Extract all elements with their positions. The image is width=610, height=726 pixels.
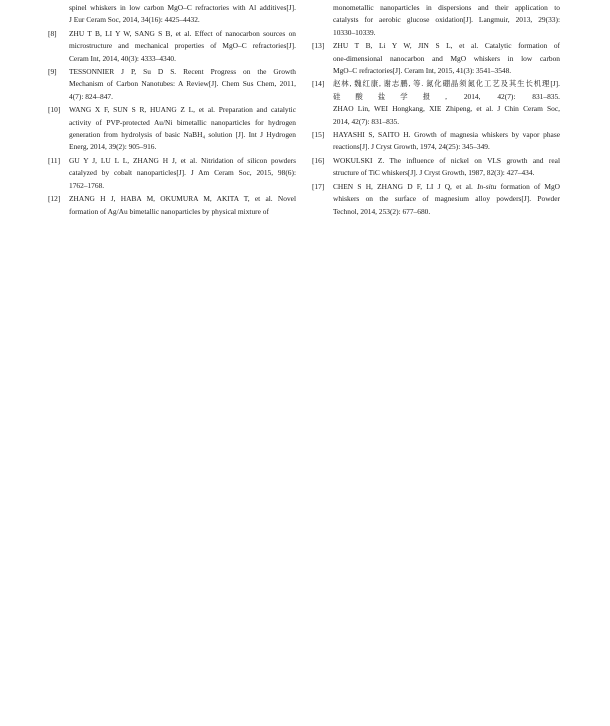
reference-line: catalyzed by cobalt nanoparticles[J]. J Am Ceram Soc, 2015, 98(6): [69, 168, 296, 178]
reference-line: spinel whiskers in low carbon MgO–C refractories with Al additives[J]. [69, 3, 296, 12]
reference-entry [312, 181, 560, 218]
reference-line: generation from hydrolysis of basic NaBH₄ solution [J]. Int J Hydrogen [69, 130, 296, 140]
reference-number: [14] [312, 79, 325, 89]
reference-number: [10] [48, 105, 61, 115]
reference-line: GU Y J, LU L L, ZHANG H J, et al. Nitridation of silicon powders [69, 155, 296, 165]
reference-line: 2014, 42(7): 831–835. [333, 116, 400, 126]
reference-line: Ceram Int, 2014, 40(3): 4333–4340. [69, 53, 176, 63]
reference-line: WANG X F, SUN S R, HUANG Z L, et al. Preparation and catalytic [69, 105, 296, 115]
reference-line: formation of Ag/Au bimetallic nanoparticles by physical mixture of [69, 206, 269, 216]
reference-line: microstructure and mechanical properties of MgO–C refractories[J]. [69, 41, 296, 51]
reference-line: Energ, 2014, 39(2): 905–916. [69, 142, 157, 152]
reference-line: reactions[J]. J Cryst Growth, 1974, 24(25): 345–349. [333, 142, 490, 152]
reference-number: [17] [312, 181, 325, 191]
references-right-column [312, 2, 560, 219]
reference-entry [48, 2, 296, 27]
reference-entry [48, 104, 296, 154]
reference-entry [48, 155, 296, 192]
reference-line: HAYASHI S, SAITO H. Growth of magnesia whiskers by vapor phase [333, 130, 560, 140]
reference-entry [312, 40, 560, 77]
reference-line: whiskers on the surface of magnesium alloy powders[J]. Powder [333, 194, 560, 204]
reference-number: [8] [48, 28, 57, 38]
reference-number: [15] [312, 130, 325, 140]
reference-number: [12] [48, 194, 61, 204]
reference-entry [312, 155, 560, 180]
reference-line: 1762–1768. [69, 180, 105, 190]
reference-entry [312, 2, 560, 39]
reference-line: ZHU T B, LI Y W, SANG S B, et al. Effect of nanocarbon sources on [69, 28, 296, 38]
reference-line: ZHAO Lin, WEI Hongkang, XIE Zhipeng, et al. J Chin Ceram Soc, [333, 104, 560, 114]
reference-line: J Eur Ceram Soc, 2014, 34(16): 4425–4432. [69, 15, 200, 25]
reference-line: ZHANG H J, HABA M, OKUMURA M, AKITA T, et al. Novel [69, 194, 296, 204]
reference-line: activity of PVP-protected Au/Ni bimetallic nanoparticles for hydrogen [69, 117, 296, 127]
reference-entry [312, 129, 560, 154]
reference-entry [312, 78, 560, 128]
reference-number: [9] [48, 67, 57, 77]
reference-line: WOKULSKI Z. The influence of nickel on VLS growth and real [333, 155, 560, 165]
reference-entry [48, 66, 296, 103]
reference-line: MgO–C refractories[J]. Ceram Int, 2015, 41(3): 3541–3548. [333, 66, 512, 76]
reference-line: 硅酸盐学报, 2014, 42(7): 831–835. [333, 91, 560, 101]
reference-line: Mechanism of Carbon Nanotubes: A Review[J]. Chem Sus Chem, 2011, [69, 79, 296, 89]
reference-line: 4(7): 824–847. [69, 91, 113, 101]
reference-line: TESSONNIER J P, Su D S. Recent Progress on the Growth [69, 67, 296, 77]
references-left-column [48, 2, 296, 219]
reference-line: ZHU T B, Li Y W, JIN S L, et al. Catalytic formation of [333, 41, 560, 51]
reference-line: one-dimensional nanocarbon and MgO whiskers in low carbon [333, 53, 560, 63]
reference-line: 10330–10339. [333, 27, 376, 37]
reference-number: [11] [48, 155, 61, 165]
reference-entry [48, 193, 296, 218]
reference-line: Technol, 2014, 253(2): 677–680. [333, 206, 431, 216]
reference-line: 赵林, 魏红康, 谢志鹏, 等. 氮化硼晶须氮化工艺及其生长机理[J]. [333, 79, 560, 89]
reference-line: catalysts for aerobic glucose oxidation[J]. Langmuir, 2013, 29(33): [333, 15, 560, 25]
reference-entry [48, 28, 296, 65]
reference-line: monometallic nanoparticles in dispersions and their application to [333, 3, 560, 12]
reference-number: [13] [312, 41, 325, 51]
reference-line: structure of TiC whiskers[J]. J Cryst Growth, 1987, 82(3): 427–434. [333, 168, 535, 178]
reference-line: CHEN S H, ZHANG D F, LI J Q, et al. In-situ formation of MgO [333, 181, 560, 191]
reference-number: [16] [312, 155, 325, 165]
